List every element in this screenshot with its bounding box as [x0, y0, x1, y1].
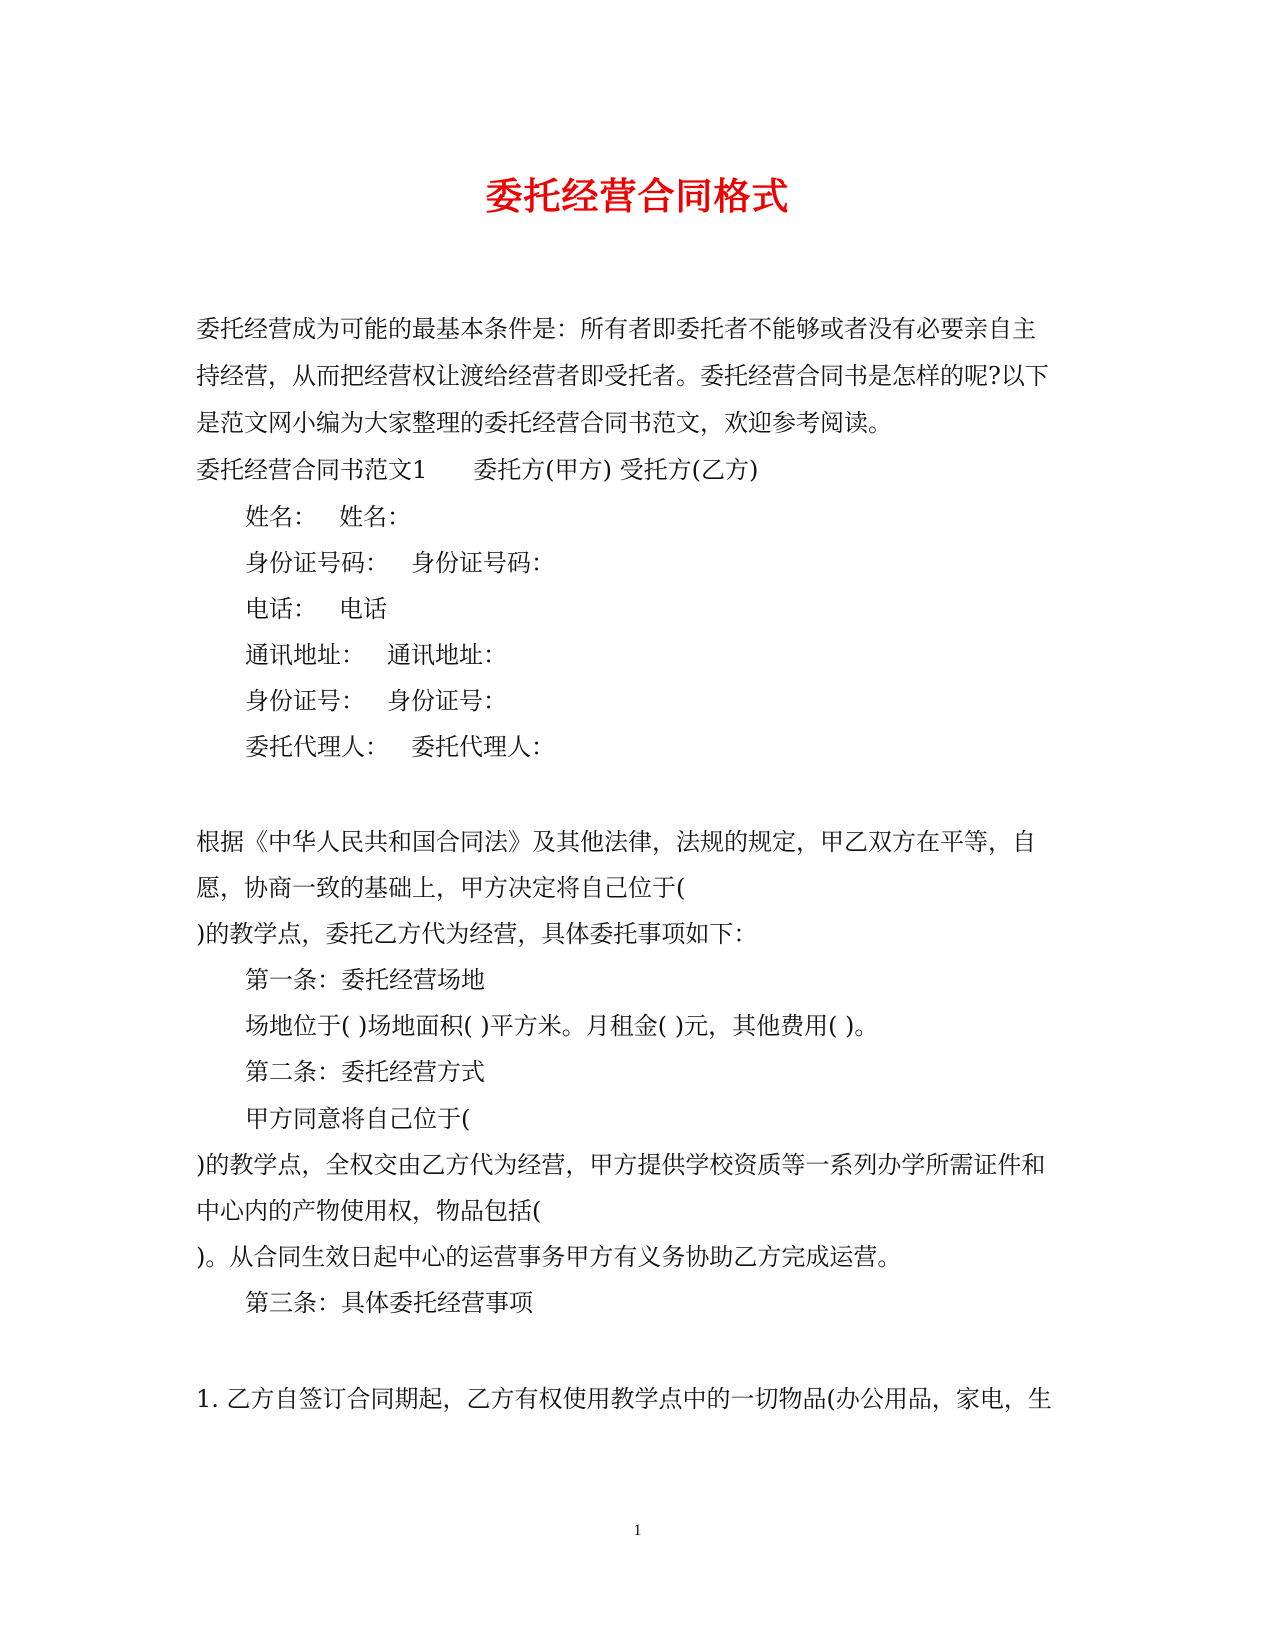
basis-line-2: 愿，协商一致的基础上，甲方决定将自己位于( — [196, 874, 686, 902]
intro-line-3: 是范文网小编为大家整理的委托经营合同书范文，欢迎参考阅读。 — [196, 409, 892, 437]
field-label-party-a: 姓名： — [245, 503, 317, 531]
sample-heading-row — [196, 455, 758, 485]
field-label-party-a: 身份证号： — [245, 687, 365, 715]
basis-line-1: 根据《中华人民共和国合同法》及其他法律，法规的规定，甲乙双方在平等，自 — [196, 828, 1036, 856]
field-label-party-b: 通讯地址： — [387, 641, 507, 669]
article-2-line-1: 甲方同意将自己位于( — [245, 1105, 471, 1133]
document-title: 委托经营合同格式 — [485, 174, 790, 218]
field-label-party-a: 委托代理人： — [245, 733, 389, 761]
article-2-line-3: 中心内的产物使用权，物品包括( — [196, 1197, 542, 1225]
field-label-party-a: 身份证号码： — [245, 549, 389, 577]
intro-line-1: 委托经营成为可能的最基本条件是：所有者即委托者不能够或者没有必要亲自主 — [196, 315, 1036, 343]
parties-line: 委托方(甲方) 受托方(乙方) — [473, 456, 759, 484]
field-label-party-a: 通讯地址： — [245, 641, 365, 669]
field-label-party-b: 身份证号码： — [411, 549, 555, 577]
article-2-line-2: )的教学点，全权交由乙方代为经营，甲方提供学校资质等一系列办学所需证件和 — [196, 1151, 1046, 1179]
sample-heading: 委托经营合同书范文1 — [196, 456, 428, 484]
article-1-body: 场地位于( )场地面积( )平方米。月租金( )元，其他费用( )。 — [245, 1012, 879, 1040]
field-row-agent — [245, 732, 555, 762]
field-row-id — [245, 686, 507, 716]
article-2-line-4: )。从合同生效日起中心的运营事务甲方有义务协助乙方完成运营。 — [196, 1243, 902, 1271]
field-row-phone — [245, 594, 387, 624]
field-label-party-b: 身份证号： — [387, 687, 507, 715]
field-row-address — [245, 640, 507, 670]
field-label-party-a: 电话： — [245, 595, 317, 623]
intro-line-2: 持经营，从而把经营权让渡给经营者即受托者。委托经营合同书是怎样的呢?以下 — [196, 362, 1049, 390]
page-number: 1 — [633, 1522, 642, 1539]
article-2-title: 第二条：委托经营方式 — [245, 1058, 485, 1086]
field-row-id-number — [245, 548, 555, 578]
field-label-party-b: 委托代理人： — [411, 733, 555, 761]
article-1-title: 第一条：委托经营场地 — [245, 966, 485, 994]
field-row-name — [245, 502, 411, 532]
item-1-line: 1. 乙方自签订合同期起，乙方有权使用教学点中的一切物品(办公用品，家电，生 — [196, 1385, 1052, 1413]
field-label-party-b: 电话 — [339, 595, 387, 623]
field-label-party-b: 姓名： — [339, 503, 411, 531]
article-3-title: 第三条：具体委托经营事项 — [245, 1289, 533, 1317]
basis-line-3: )的教学点，委托乙方代为经营，具体委托事项如下： — [196, 920, 758, 948]
